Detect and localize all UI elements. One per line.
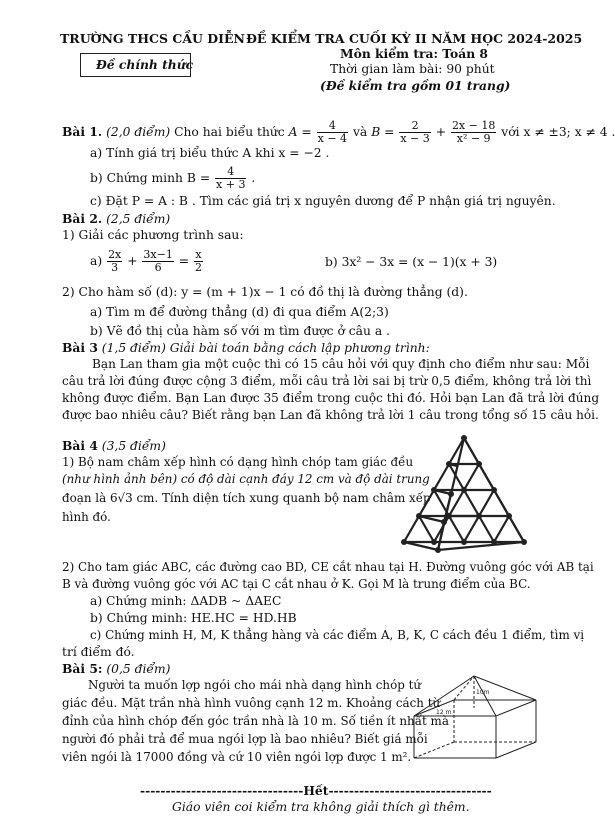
official-label: Đề chính thức [96, 57, 194, 72]
fraction-B1: $\frac{2}{x - 3}$ [400, 119, 430, 145]
bai3-header: Bài 3 (1,5 điểm) Giải bài toán bằng cách lập phương trình: [62, 340, 430, 355]
bai4-p1-line3: đoạn là 6√3 cm. Tính diện tích xung quanh bộ nam châm xếp [62, 491, 431, 505]
bai2-header: Bài 2. (2,5 điểm) [62, 211, 171, 226]
bai4-p1-line1: 1) Bộ nam châm xếp hình có dạng hình chóp tam giác đều [62, 455, 414, 469]
bai3-line3: không được điểm. Bạn Lan được 35 điểm trong cuộc thi đó. Hỏi bạn Lan đã trả lời đúng [62, 391, 600, 405]
bai4-header: Bài 4 (3,5 điểm) [62, 438, 166, 453]
bai4-p2a: a) Chứng minh: ΔADB ~ ΔAEC [90, 594, 282, 608]
fraction-A: $\frac{4}{x - 4}$ [317, 119, 348, 145]
end-marker: --------------------------------Hết-------------------------------- [140, 783, 492, 798]
magnet-pyramid-image [398, 434, 530, 554]
bai5-line1: Người ta muốn lợp ngói cho mái nhà dạng hình chóp tứ [88, 678, 422, 692]
bai4-p2b: b) Chứng minh: HE.HC = HD.HB [90, 611, 297, 625]
bai2-q1a: a) $\frac{2x}{3}$ + $\frac{3x-1}{6}$ = $\frac{x}{2}$ [90, 248, 202, 274]
bai3-line2: câu trả lời đúng được cộng 3 điểm, mỗi câu trả lời sai bị trừ 0,5 điểm, không trả lời thì [62, 374, 592, 388]
bai2-q1b: b) 3x² − 3x = (x − 1)(x + 3) [325, 255, 498, 269]
pages-note: (Đề kiểm tra gồm 01 trang) [320, 78, 511, 93]
figure-label-12m: 12 m [436, 709, 452, 716]
fraction-B2: $\frac{2x - 18}{\text{x² − 9}}$ [451, 119, 496, 145]
exam-title: ĐỀ KIỂM TRA CUỐI KỲ II NĂM HỌC 2024-2025 [246, 31, 583, 46]
bai5-line3: đỉnh của hình chóp đến góc trần nhà là 10 m. Số tiền ít nhất mà [62, 714, 449, 728]
bai4-p2-line2: B và đường vuông góc với AC tại C cắt nhau ở K. Gọi M là trung điểm của BC. [62, 577, 531, 591]
bai2-q2b: b) Vẽ đồ thị của hàm số với m tìm được ở câu a . [90, 324, 390, 338]
bai5-line2: giác đều. Mặt trần nhà hình vuông cạnh 12 m. Khoảng cách từ [62, 696, 441, 710]
bai2-q1: 1) Giải các phương trình sau: [62, 228, 244, 242]
bai5-line5: viên ngói là 17000 đồng và cứ 10 viên ngói lợp được 1 m². [62, 750, 412, 764]
bai3-line4: được bao nhiêu câu? Biết rằng bạn Lan đã không trả lời 1 câu trong tổng số 15 câu hỏi. [62, 408, 599, 422]
bai5-line4: người đó phải trả để mua ngói lợp là bao nhiêu? Biết giá mỗi [62, 732, 428, 746]
bai3-line1: Bạn Lan tham gia một cuộc thi có 15 câu hỏi với quy định cho điểm như sau: Mỗi [92, 357, 590, 371]
bai4-p2c-line2: trí điểm đó. [62, 645, 135, 659]
school-name: TRƯỜNG THCS CẦU DIỄN [60, 31, 245, 46]
bai1-b: b) Chứng minh B = $\frac{4}{x + 3}$ . [90, 165, 256, 191]
footer-note: Giáo viên coi kiểm tra không giải thích gì thêm. [172, 800, 470, 814]
bai4-p2-line1: 2) Cho tam giác ABC, các đường cao BD, CE cắt nhau tại H. Đường vuông góc với AB tại [62, 560, 594, 574]
bai1-header: Bài 1. (2,0 điểm) Cho hai biểu thức A = $\frac{4}{x - 4}$ và B = $\frac{2}{x - 3}$ + $\frac{2x - 18}{\text{x² − 9}}$ với x ≠ ±3; x ≠ 4 . [62, 119, 615, 145]
figure-label-10m: 10m [476, 689, 490, 696]
subject: Môn kiểm tra: Toán 8 [340, 46, 488, 61]
bai2-q2: 2) Cho hàm số (d): y = (m + 1)x − 1 có đồ thị là đường thẳng (d). [62, 285, 468, 299]
bai2-q2a: a) Tìm m để đường thẳng (d) đi qua điểm A(2;3) [90, 305, 389, 319]
bai4-p1-line2: (như hình ảnh bên) có độ dài cạnh đáy 12 cm và độ dài trung [62, 472, 430, 486]
bai4-p2c-line1: c) Chứng minh H, M, K thẳng hàng và các điểm A, B, K, C cách đều 1 điểm, tìm vị [90, 628, 585, 642]
bai4-p1-line4: hình đó. [62, 510, 111, 524]
duration: Thời gian làm bài: 90 phút [330, 62, 495, 76]
bai5-header: Bài 5: (0,5 điểm) [62, 661, 171, 676]
bai1-a: a) Tính giá trị biểu thức A khi x = −2 . [90, 146, 330, 160]
bai1-c: c) Đặt P = A : B . Tìm các giá trị x nguyên dương để P nhận giá trị nguyên. [90, 194, 556, 208]
house-roof-figure [410, 670, 538, 766]
